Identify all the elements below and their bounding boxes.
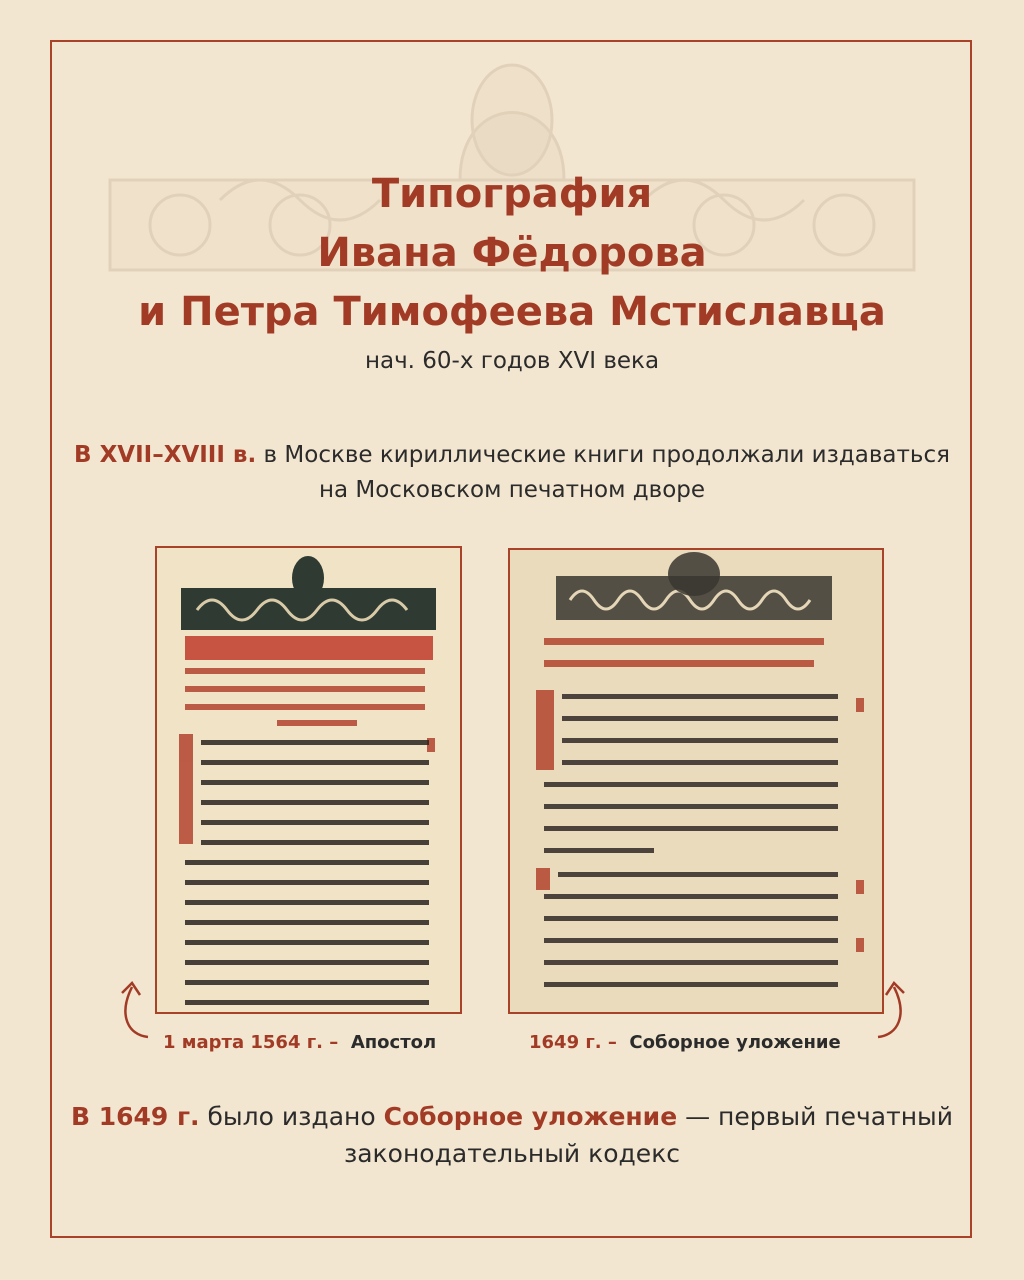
footer-text <box>60 1098 964 1172</box>
curved-arrow-right-icon <box>868 975 918 1045</box>
caption-right-date: 1649 г. – <box>529 1032 617 1053</box>
intro-text <box>60 438 964 508</box>
title-line-2: Ивана Фёдорова <box>317 230 707 276</box>
title-line-1: Типография <box>371 171 653 217</box>
ulozhenie-page-image <box>508 548 884 1014</box>
intro-rest: в Москве кириллические книги продолжали издаваться на Московском печатном дворе <box>256 442 950 503</box>
subtitle: нач. 60-х годов XVI века <box>364 348 660 374</box>
manuscript-right-illustration <box>510 550 882 1012</box>
footer-text-2: — первый печатный законодательный кодекс <box>343 1102 954 1168</box>
caption-left-name: Апостол <box>350 1032 437 1053</box>
intro-accent: В XVII–XVIII в. <box>74 442 257 468</box>
title-line-3: и Петра Тимофеева Мстиславца <box>138 289 886 335</box>
footer-accent-code: Соборное уложение <box>383 1102 678 1131</box>
caption-right-name: Соборное уложение <box>629 1032 841 1053</box>
caption-ulozhenie <box>529 1032 841 1053</box>
footer-accent-year: В 1649 г. <box>70 1102 200 1131</box>
caption-left-date: 1 марта 1564 г. – <box>163 1032 339 1053</box>
caption-apostol <box>163 1032 436 1053</box>
footer-text-1: было издано <box>199 1102 384 1131</box>
manuscript-left-illustration <box>157 548 460 1012</box>
page-title <box>0 165 1024 342</box>
apostol-page-image <box>155 546 462 1014</box>
curved-arrow-left-icon <box>108 975 158 1045</box>
